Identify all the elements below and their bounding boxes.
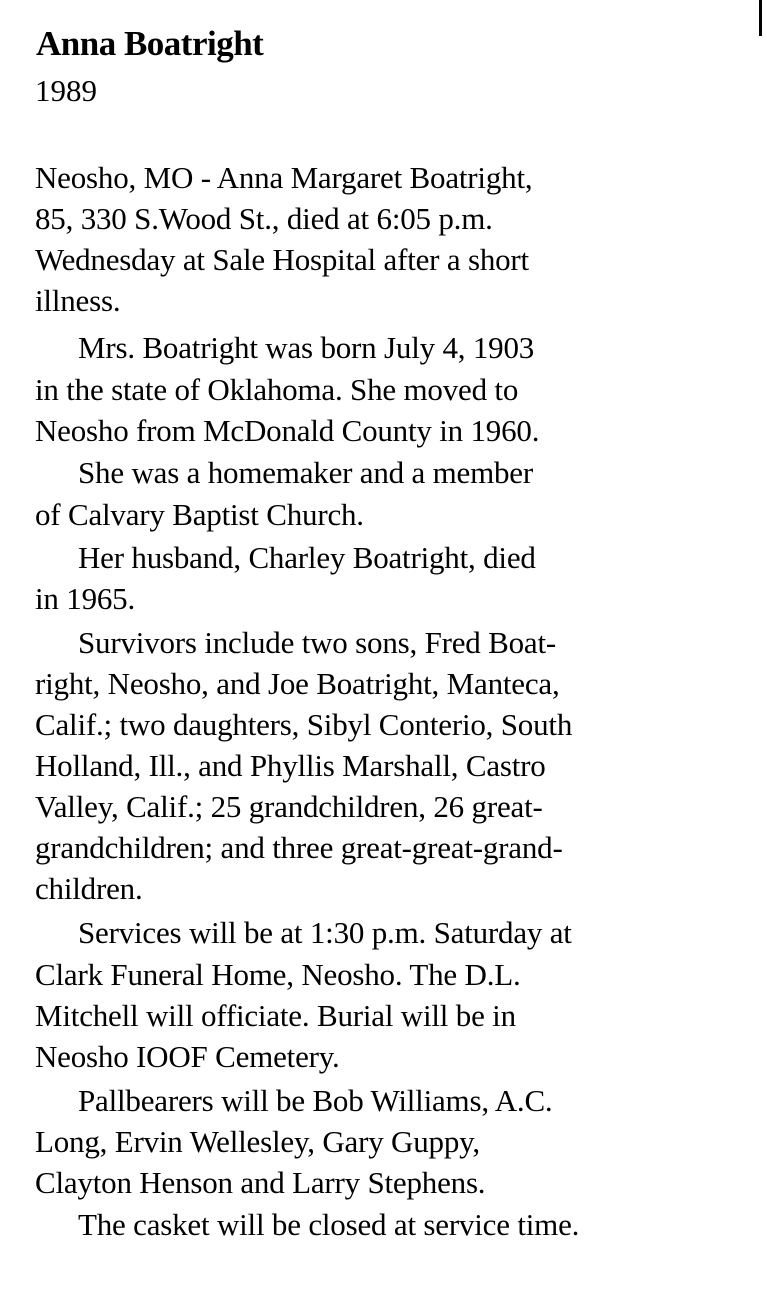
- text-line: Long, Ervin Wellesley, Gary Guppy,: [35, 1124, 480, 1159]
- text-line: Her husband, Charley Boatright, died: [78, 540, 536, 575]
- text-line: Mrs. Boatright was born July 4, 1903: [78, 330, 535, 365]
- text-line: in the state of Oklahoma. She moved to: [35, 372, 519, 407]
- text-line: Holland, Ill., and Phyllis Marshall, Castro: [35, 748, 546, 783]
- obituary-title: Anna Boatright: [36, 24, 264, 63]
- scan-edge-mark: [759, 0, 762, 36]
- text-line: Valley, Calif.; 25 grandchildren, 26 great-: [35, 789, 543, 824]
- text-line: The casket will be closed at service time.: [78, 1207, 580, 1242]
- text-line: She was a homemaker and a member: [78, 455, 533, 490]
- text-line: Survivors include two sons, Fred Boat-: [78, 625, 557, 660]
- text-line: children.: [35, 871, 143, 906]
- text-line: Pallbearers will be Bob Williams, A.C.: [78, 1083, 553, 1118]
- text-line: grandchildren; and three great-great-grand-: [35, 830, 563, 865]
- obituary-year: 1989: [35, 73, 97, 108]
- text-line: Services will be at 1:30 p.m. Saturday at: [78, 915, 572, 950]
- text-line: in 1965.: [35, 581, 136, 616]
- text-line: Wednesday at Sale Hospital after a short: [35, 242, 529, 277]
- text-line: right, Neosho, and Joe Boatright, Manteca,: [35, 666, 560, 701]
- text-line: Clark Funeral Home, Neosho. The D.L.: [35, 957, 521, 992]
- text-line: illness.: [35, 283, 121, 318]
- text-line: Neosho, MO - Anna Margaret Boatright,: [35, 160, 533, 195]
- text-line: Neosho from McDonald County in 1960.: [35, 413, 540, 448]
- text-line: Mitchell will officiate. Burial will be in: [35, 998, 516, 1033]
- text-line: Neosho IOOF Cemetery.: [35, 1039, 340, 1074]
- text-line: of Calvary Baptist Church.: [35, 497, 364, 532]
- text-line: Clayton Henson and Larry Stephens.: [35, 1165, 486, 1200]
- text-line: Calif.; two daughters, Sibyl Conterio, South: [35, 707, 573, 742]
- text-line: 85, 330 S.Wood St., died at 6:05 p.m.: [35, 201, 493, 236]
